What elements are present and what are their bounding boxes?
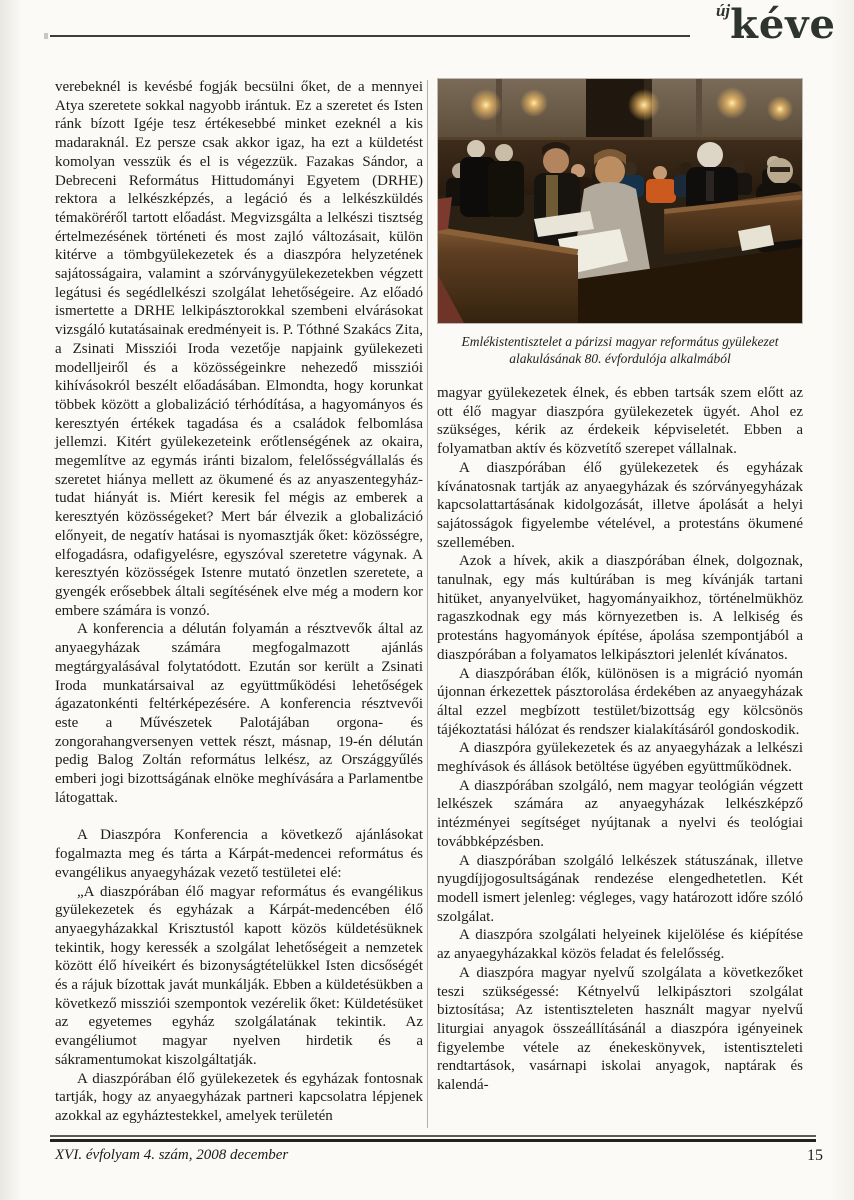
paragraph: A diaszpórában élők, különösen is a migráció nyomán újonnan érkezettek pásztorolása érdekében az anyaegyházak által ezzel megbízott testület/bizottság egy kölcsönös tájékoztatási hálózat és rendszer kialakításáról gondoskodik. bbox=[437, 665, 803, 738]
paragraph: Azok a hívek, akik a diaszpórában élnek, dolgoznak, tanulnak, egy más kultúrában is meg kívánják tartani hitüket, anyanyelvüket, hagyományaikhoz, történelmükhöz ragaszkodnak egy más környezetben is. A lelkiség és protestáns hagyományok építése, ápolása szempontjából a diaszpórában a folyamatos lelkipásztori jelenlét kívánatos. bbox=[437, 553, 803, 663]
paragraph: A diaszpórában szolgáló lelkészek státuszának, illetve nyugdíjjogosultságának rendezése elengedhetetlen. Két modell ismert jelenleg: végleges, vagy határozott időre szóló szolgálat. bbox=[437, 852, 803, 925]
caption-line-1: Emlékistentisztelet a párizsi magyar református gyülekezet bbox=[461, 334, 779, 349]
caption-line-2: alakulásának 80. évfordulója alkalmából bbox=[509, 351, 731, 366]
footer-rule bbox=[50, 1135, 816, 1142]
right-column-text bbox=[437, 384, 803, 1095]
paragraph: A diaszpóra gyülekezetek és az anyaegyházak a lelkészi meghívások és állások betöltése ügyében együttműködnek. bbox=[437, 740, 803, 776]
column-divider bbox=[427, 80, 428, 1128]
logo-prefix: új bbox=[715, 1, 731, 20]
paragraph: A konferencia a délután folyamán a résztvevők által az anyaegyházak számára megfogalmazott ajánlás megtárgyalásával folytatódott. Ezután sor került a Zsinati Iroda munkatársaival az együttműködési lehetőségek ágazatonkénti feltérképezésére. A konferencia résztvevői este a Művészetek Palotájában orgona- és zongorahangversenyen vettek részt, másnap, 19-én délután pedig Balog Zoltán református lelkész, az Országgyűlés emberi jogi bizottságának elnöke meghívására a Parlamentbe látogattak. bbox=[55, 621, 423, 806]
paragraph: magyar gyülekezetek élnek, és ebben tartsák szem előtt az ott élő magyar diaszpóra gyülekezetek ügyét. Ahol ez szükséges, kérik az érdekeik képviseletét. Ebben a folyamatban aktív és közvetítő szerepet vállalnak. bbox=[437, 385, 803, 458]
paragraph: verebeknél is kevésbé fogják becsülni őket, de a mennyei Atya szeretete sokkal nagyobb irántuk. Ez a szeretet és Isten ránk bízott Igéje tesz értékesebbé minket ezeknél a kis madaraknál. Ez persze csak akkor igaz, ha ezt a küldetést komolyan vesszük és el is végezzük. Fazakas Sándor, a Debreceni Református Hittudományi Egyetem (DRHE) rektora a lelkészképzés, a legáció és a lelkészküldés témaköréről tartott előadást. Megvizsgálta a lelkészi tisztség értelmezésének történeti és most zajló változásait, külön kitérve a tömbgyülekezetek és a diaszpóra helyzetének sajátosságaira, valamint a szórványgyülekezetekben végzett legátusi és segédlelkészi szolgálat lehetőségeire. Az előadó ismertette a DRHE lelkipásztorokkal szembeni elvárásokat vizsgáló kutatásainak eredményeit is. P. Tóthné Szakács Zita, a Zsinati Missziói Iroda vezetője napjaink gyülekezeti modelljeiről és a közösségeinkre nehezedő missziói kihívásokról beszélt előadásában. Elmondta, hogy korunkat többek között a globalizáció térhódítása, a hagyományos és keresztyén értékek tagadása és a családok felbomlása jellemzi. Kitért gyülekezeteink erőtlenségének az okaira, megemlítve az egymás iránti bizalom, felelősségvállalás és szeretet hiánya mellett az ökumené és az anyaszentegyház-tudat hiányát is. Miért keresik fel mégis az emberek a keresztyén közösségeket? Mert bár élvezik a globalizáció előnyeit, de negatív hatásai is nyomasztják őket: közösségre, elfogadásra, odafigyelésre, egyszóval szeretetre vágynak. A keresztyén közösségek Istenre mutató önzetlen szeretete, a gyengék erősebbek általi segítésének elve még a modern kor embere számára is vonzó. bbox=[55, 79, 423, 619]
paragraph: A diaszpórában szolgáló, nem magyar teológián végzett lelkészek számára az anyaegyházak lelkészképző intézményei segítséget nyújtanak a nyelvi és teológiai továbbképzésben. bbox=[437, 777, 803, 850]
right-column bbox=[437, 78, 803, 1095]
issue-info: XVI. évfolyam 4. szám, 2008 december bbox=[55, 1147, 289, 1163]
photo-caption bbox=[437, 333, 803, 367]
photo-illustration bbox=[438, 79, 802, 323]
logo-word: kéve bbox=[730, 1, 836, 48]
footer bbox=[55, 1147, 825, 1165]
paragraph: A diaszpóra magyar nyelvű szolgálata a következőket teszi szükségessé: Kétnyelvű lelkipásztori szolgálat biztosítása; Az istentiszteleten használt magyar nyelvű liturgiai anyagok összeállításánál a diaszpóra igényeinek figyelembe vétele az énekeskönyvek, istentiszteleti rendtartások, vasárnapi iskolai anyagok, naptárak és kalendá- bbox=[437, 964, 803, 1094]
paragraph: A diaszpórában élő gyülekezetek és egyházak kívánatosnak tartják az anyaegyházak és szórványegyházak kapcsolattartásának kidolgozását, illetve ápolását a helyi sajátosságok figyelembe vételével, a protestáns ökumené szellemében. bbox=[437, 459, 803, 551]
publication-logo bbox=[715, 1, 836, 48]
header-rule bbox=[50, 35, 690, 37]
page-number: 15 bbox=[807, 1147, 823, 1164]
church-congregation-photo bbox=[437, 78, 803, 324]
paragraph: „A diaszpórában élő magyar református és evangélikus gyülekezetek és egyházak a Kárpát-medencében élő anyaegyházakkal Krisztustól kapott közös küldetésüknek tekintik, hogy keressék a szolgálat lehetőségeit a nemzetek között élő híveikért és bizonyságtételükkel Isten dicsőségét és a rájuk bízottak javát munkálják. Ebben a küldetésükben a következő missziói szempontok vezérelik őket: Küldetésüket az egyetemes egyház szolgálatának tekintik. Az evangéliumot magyar nyelven hirdetik és a sákramentumokat kiszolgáltatják. bbox=[55, 883, 423, 1068]
paragraph: A diaszpóra szolgálati helyeinek kijelölése és kiépítése az anyaegyházakkal közös feladat és felelősség. bbox=[437, 927, 803, 963]
paragraph: A Diaszpóra Konferencia a következő ajánlásokat fogalmazta meg és tárta a Kárpát-medencei református és evangélikus anyaegyházak vezető testületei elé: bbox=[55, 827, 423, 881]
paragraph: A diaszpórában élő gyülekezetek és egyházak fontosnak tartják, hogy az anyaegyházak partneri kapcsolatra lépjenek azokkal az egyháztestekkel, amelyek területén bbox=[55, 1070, 423, 1124]
left-column bbox=[55, 78, 423, 1126]
